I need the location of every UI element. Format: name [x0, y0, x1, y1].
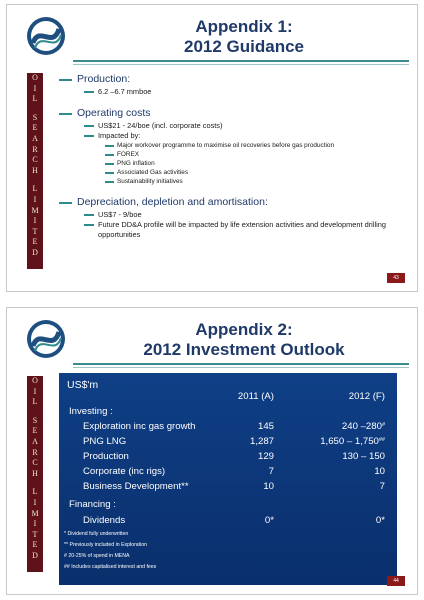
sidebar-letter: A	[32, 133, 38, 143]
table-row	[59, 436, 397, 448]
value-2012: 130 – 150	[342, 451, 385, 462]
value-2011: 1,287	[249, 436, 274, 447]
footnote: ** Previously included in Exploration	[64, 542, 148, 548]
sidebar-letter: L	[32, 184, 38, 194]
sub-list-item: FOREX	[59, 151, 407, 159]
sidebar-letter: E	[32, 426, 38, 436]
section-spacer	[59, 186, 407, 194]
sidebar-letter: H	[32, 468, 38, 478]
investing-heading-row	[59, 406, 397, 418]
table-row	[59, 451, 397, 463]
table-row	[59, 515, 397, 527]
sub-list-item: PNG inflation	[59, 160, 407, 168]
sidebar-letter: R	[32, 447, 38, 457]
value-2012: 10	[374, 466, 385, 477]
slide-title-line2: 2012 Guidance	[183, 37, 304, 56]
sidebar-letter: C	[32, 458, 38, 468]
company-name-sidebar	[27, 376, 43, 572]
header-2012: 2012 (F)	[348, 391, 385, 402]
investing-label: Investing :	[69, 406, 113, 417]
footnote-marker: #	[381, 422, 385, 428]
sidebar-letter: O	[32, 73, 38, 82]
sidebar-letter: S	[32, 112, 38, 122]
page-number: 43	[387, 273, 405, 283]
row-label: PNG LNG	[83, 436, 127, 447]
sidebar-letter: I	[33, 194, 37, 204]
title-rule-thin	[73, 367, 409, 368]
oil-search-logo	[25, 318, 67, 360]
financing-heading-row	[59, 499, 397, 511]
footnote-marker: ##	[378, 437, 385, 443]
value-2011: 7	[268, 466, 274, 477]
dividends-label: Dividends	[83, 515, 126, 526]
value-2011: 145	[257, 421, 274, 432]
title-rule-thin	[73, 64, 409, 65]
list-item: Future DD&A profile will be impacted by life extension activities and development drilling opportunities	[59, 220, 407, 239]
list-item: US$7 - 9/boe	[59, 210, 407, 220]
sidebar-letter: E	[32, 237, 38, 247]
slide-title-line2: 2012 Investment Outlook	[143, 340, 345, 359]
sidebar-letter: I	[33, 83, 37, 93]
dividends-2011: 0*	[264, 515, 274, 526]
company-name-sidebar	[27, 73, 43, 269]
unit-label: US$'m	[67, 379, 99, 391]
table-unit-row	[59, 379, 397, 391]
page-number: 44	[387, 576, 405, 586]
sidebar-letter: D	[32, 550, 38, 560]
value-2012: 7	[379, 481, 385, 492]
value-2012: 1,650 – 1,750##	[320, 436, 385, 447]
sidebar-letter: T	[32, 226, 38, 236]
sidebar-letter: R	[32, 144, 38, 154]
section-spacer	[59, 97, 407, 105]
slide-title-line1: Appendix 2:	[195, 320, 293, 339]
footnote: ## Includes capitalised interest and fees	[64, 564, 157, 570]
sidebar-letter: L	[32, 487, 38, 497]
footnote: * Dividend fully underwritten	[64, 531, 129, 537]
sidebar-letter: I	[33, 519, 37, 529]
value-2011: 10	[263, 481, 274, 492]
investment-outlook-table	[59, 373, 397, 585]
sidebar-letter: I	[33, 386, 37, 396]
sidebar-letter: C	[32, 155, 38, 165]
sidebar-letter: M	[31, 205, 39, 215]
table-row	[59, 421, 397, 433]
row-label: Exploration inc gas growth	[83, 421, 196, 432]
sidebar-letter: H	[32, 165, 38, 175]
slide-appendix-1	[6, 4, 418, 292]
slide-appendix-2	[6, 307, 418, 595]
footnote: # 20-25% of spend in MENA	[64, 553, 130, 559]
sidebar-letter: E	[32, 123, 38, 133]
sidebar-letter: L	[32, 397, 38, 407]
sub-list-item: Major workover programme to maximise oil recoveries before gas production	[59, 142, 407, 150]
section-heading: Operating costs	[59, 107, 407, 120]
sidebar-letter: M	[31, 508, 39, 518]
table-row	[59, 481, 397, 493]
table-row	[59, 466, 397, 478]
sub-list-item: Sustainability initiatives	[59, 178, 407, 186]
header-2011: 2011 (A)	[237, 391, 274, 402]
title-rule	[73, 363, 409, 365]
sidebar-letter: I	[33, 216, 37, 226]
sidebar-letter: I	[33, 497, 37, 507]
financing-label: Financing :	[69, 499, 116, 510]
sidebar-letter: T	[32, 529, 38, 539]
list-item: US$21 - 24/boe (incl. corporate costs)	[59, 121, 407, 131]
section-heading: Depreciation, depletion and amortisation:	[59, 196, 407, 209]
row-label: Business Development**	[83, 481, 189, 492]
sidebar-letter: O	[32, 376, 38, 385]
slide-title-line1: Appendix 1:	[195, 17, 293, 36]
sub-list-item: Associated Gas activities	[59, 169, 407, 177]
sidebar-letter: S	[32, 415, 38, 425]
section-heading: Production:	[59, 73, 407, 86]
row-label: Production	[83, 451, 129, 462]
sidebar-letter: L	[32, 94, 38, 104]
sidebar-letter: D	[32, 247, 38, 257]
sidebar-letter: A	[32, 436, 38, 446]
table-header-row	[59, 391, 397, 403]
title-rule	[73, 60, 409, 62]
dividends-2012: 0*	[375, 515, 385, 526]
value-2011: 129	[257, 451, 274, 462]
row-label: Corporate (inc rigs)	[83, 466, 166, 477]
list-item: 6.2 –6.7 mmboe	[59, 87, 407, 97]
value-2012: 240 –280#	[341, 421, 385, 432]
sidebar-letter: E	[32, 540, 38, 550]
list-item: Impacted by:	[59, 131, 407, 141]
oil-search-logo	[25, 15, 67, 57]
guidance-bullet-list	[59, 71, 407, 239]
